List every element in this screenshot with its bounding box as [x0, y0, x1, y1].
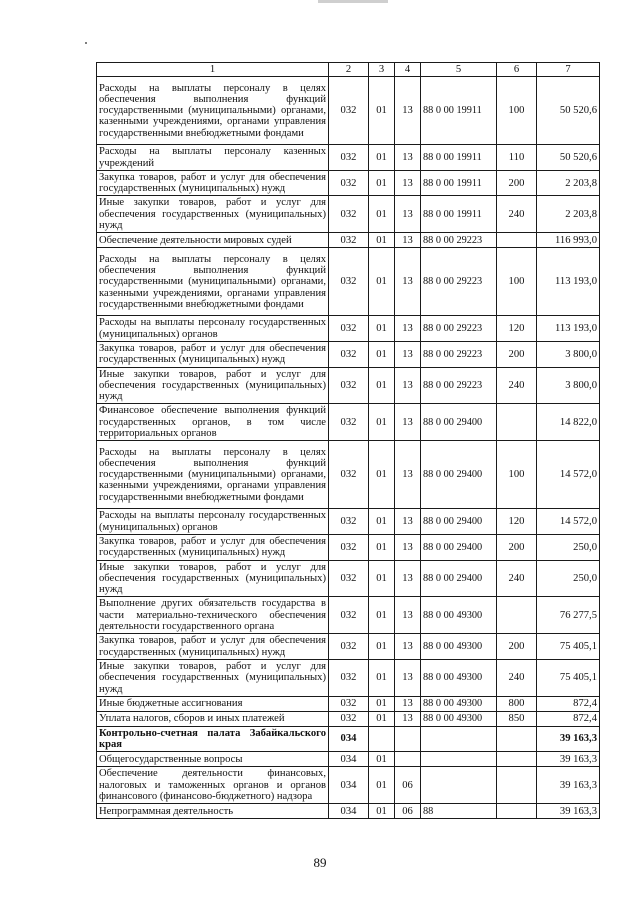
section-code: 01: [369, 804, 395, 819]
section-code: 01: [369, 696, 395, 711]
subsection-code: 13: [395, 659, 421, 696]
expense-type-code: 110: [497, 145, 537, 171]
target-article-code: 88 0 00 29223: [421, 248, 497, 316]
expense-name: Иные закупки товаров, работ и услуг для обеспечения государственных (муниципальных) нужд: [97, 560, 329, 597]
subsection-code: 13: [395, 77, 421, 145]
table-row: [97, 341, 600, 367]
section-code: 01: [369, 441, 395, 509]
amount: 14 822,0: [537, 404, 600, 441]
expense-type-code: 100: [497, 77, 537, 145]
subsection-code: 06: [395, 804, 421, 819]
header-row: [97, 63, 600, 77]
header-cell: 5: [421, 63, 497, 77]
ministry-code: 032: [329, 77, 369, 145]
expense-type-code: [497, 726, 537, 752]
header-cell: 7: [537, 63, 600, 77]
expense-name: Расходы на выплаты персоналу в целях обеспечения выполнения функций государственными (муниципальными) органами, казенными учреждениями, органами управления государственными внебюджетными фондами: [97, 77, 329, 145]
header-cell: 2: [329, 63, 369, 77]
expense-type-code: 240: [497, 560, 537, 597]
expense-type-code: 120: [497, 509, 537, 535]
subsection-code: 13: [395, 248, 421, 316]
expense-name: Закупка товаров, работ и услуг для обеспечения государственных (муниципальных) нужд: [97, 534, 329, 560]
amount: 872,4: [537, 696, 600, 711]
section-code: 01: [369, 404, 395, 441]
header-cell: 4: [395, 63, 421, 77]
ministry-code: 032: [329, 196, 369, 233]
amount: 2 203,8: [537, 170, 600, 196]
table-row: [97, 696, 600, 711]
target-article-code: 88 0 00 49300: [421, 711, 497, 726]
section-code: 01: [369, 767, 395, 804]
ministry-code: 034: [329, 767, 369, 804]
expense-type-code: 100: [497, 441, 537, 509]
table-row: [97, 248, 600, 316]
expense-name: Закупка товаров, работ и услуг для обеспечения государственных (муниципальных) нужд: [97, 170, 329, 196]
subsection-code: 13: [395, 145, 421, 171]
expense-name: Расходы на выплаты персоналу в целях обеспечения выполнения функций государственными (муниципальными) органами, казенными учреждениями, органами управления государственными внебюджетными фондами: [97, 248, 329, 316]
expense-type-code: 850: [497, 711, 537, 726]
section-code: 01: [369, 248, 395, 316]
expense-name: Общегосударственные вопросы: [97, 752, 329, 767]
subsection-code: 06: [395, 767, 421, 804]
expense-type-code: 240: [497, 659, 537, 696]
table-row: [97, 441, 600, 509]
section-code: 01: [369, 711, 395, 726]
subsection-code: 13: [395, 560, 421, 597]
expense-type-code: 200: [497, 534, 537, 560]
ministry-code: 034: [329, 726, 369, 752]
target-article-code: 88 0 00 19911: [421, 170, 497, 196]
ministry-code: 032: [329, 509, 369, 535]
subsection-code: [395, 726, 421, 752]
expense-name: Иные бюджетные ассигнования: [97, 696, 329, 711]
table-row: [97, 316, 600, 342]
ministry-code: 032: [329, 441, 369, 509]
ministry-code: 032: [329, 634, 369, 660]
ministry-code: 032: [329, 341, 369, 367]
section-code: 01: [369, 77, 395, 145]
target-article-code: 88 0 00 29400: [421, 404, 497, 441]
amount: 75 405,1: [537, 634, 600, 660]
expense-name: Расходы на выплаты персоналу казенных учреждений: [97, 145, 329, 171]
table-row: [97, 767, 600, 804]
target-article-code: 88 0 00 49300: [421, 696, 497, 711]
target-article-code: 88 0 00 29400: [421, 441, 497, 509]
expense-type-code: 120: [497, 316, 537, 342]
expense-name: Расходы на выплаты персоналу государственных (муниципальных) органов: [97, 316, 329, 342]
target-article-code: 88 0 00 29400: [421, 560, 497, 597]
expense-type-code: 800: [497, 696, 537, 711]
target-article-code: 88 0 00 19911: [421, 77, 497, 145]
amount: 50 520,6: [537, 145, 600, 171]
subsection-code: 13: [395, 634, 421, 660]
subsection-code: 13: [395, 711, 421, 726]
table-row: [97, 534, 600, 560]
target-article-code: 88 0 00 49300: [421, 634, 497, 660]
ministry-code: 032: [329, 534, 369, 560]
target-article-code: [421, 726, 497, 752]
table-row: [97, 560, 600, 597]
subsection-code: 13: [395, 367, 421, 404]
amount: 76 277,5: [537, 597, 600, 634]
table-row: [97, 509, 600, 535]
subsection-code: 13: [395, 534, 421, 560]
budget-table-container: [96, 62, 600, 819]
expense-type-code: 240: [497, 367, 537, 404]
expense-name: Иные закупки товаров, работ и услуг для обеспечения государственных (муниципальных) нужд: [97, 196, 329, 233]
amount: 2 203,8: [537, 196, 600, 233]
table-row: [97, 634, 600, 660]
table-row: [97, 726, 600, 752]
ministry-code: 032: [329, 316, 369, 342]
table-row: [97, 659, 600, 696]
expense-name: Расходы на выплаты персоналу в целях обеспечения выполнения функций государственными (муниципальными) органами, казенными учреждениями, органами управления государственными внебюджетными фондами: [97, 441, 329, 509]
header-cell: 1: [97, 63, 329, 77]
ministry-code: 032: [329, 367, 369, 404]
section-code: 01: [369, 534, 395, 560]
section-code: 01: [369, 634, 395, 660]
page-number: 89: [313, 855, 327, 870]
subsection-code: 13: [395, 441, 421, 509]
table-row: [97, 597, 600, 634]
section-code: 01: [369, 233, 395, 248]
target-article-code: 88: [421, 804, 497, 819]
expense-type-code: 100: [497, 248, 537, 316]
table-row: [97, 752, 600, 767]
section-code: [369, 726, 395, 752]
table-row: [97, 711, 600, 726]
expense-name: Контрольно-счетная палата Забайкальского края: [97, 726, 329, 752]
section-code: 01: [369, 509, 395, 535]
expense-type-code: [497, 597, 537, 634]
expense-name: Выполнение других обязательств государства в части материально-технического обеспечения деятельности государственного органа: [97, 597, 329, 634]
subsection-code: 13: [395, 316, 421, 342]
expense-name: Закупка товаров, работ и услуг для обеспечения государственных (муниципальных) нужд: [97, 634, 329, 660]
amount: 39 163,3: [537, 804, 600, 819]
amount: 116 993,0: [537, 233, 600, 248]
ministry-code: 032: [329, 696, 369, 711]
amount: 14 572,0: [537, 509, 600, 535]
section-code: 01: [369, 341, 395, 367]
amount: 250,0: [537, 534, 600, 560]
header-cell: 3: [369, 63, 395, 77]
subsection-code: 13: [395, 696, 421, 711]
subsection-code: 13: [395, 341, 421, 367]
expense-name: Обеспечение деятельности мировых судей: [97, 233, 329, 248]
subsection-code: [395, 752, 421, 767]
expense-type-code: 240: [497, 196, 537, 233]
target-article-code: 88 0 00 19911: [421, 196, 497, 233]
ministry-code: 032: [329, 404, 369, 441]
target-article-code: 88 0 00 29400: [421, 534, 497, 560]
section-code: 01: [369, 367, 395, 404]
ministry-code: 032: [329, 233, 369, 248]
subsection-code: 13: [395, 170, 421, 196]
expense-name: Расходы на выплаты персоналу государственных (муниципальных) органов: [97, 509, 329, 535]
ministry-code: 032: [329, 248, 369, 316]
ministry-code: 034: [329, 804, 369, 819]
ministry-code: 032: [329, 659, 369, 696]
expense-type-code: 200: [497, 634, 537, 660]
target-article-code: 88 0 00 49300: [421, 597, 497, 634]
table-row: [97, 77, 600, 145]
amount: 872,4: [537, 711, 600, 726]
target-article-code: [421, 767, 497, 804]
table-row: [97, 170, 600, 196]
table-row: [97, 804, 600, 819]
ministry-code: 032: [329, 560, 369, 597]
expense-name: Иные закупки товаров, работ и услуг для обеспечения государственных (муниципальных) нужд: [97, 659, 329, 696]
amount: 39 163,3: [537, 767, 600, 804]
ministry-code: 032: [329, 170, 369, 196]
expense-name: Закупка товаров, работ и услуг для обеспечения государственных (муниципальных) нужд: [97, 341, 329, 367]
section-code: 01: [369, 316, 395, 342]
section-code: 01: [369, 560, 395, 597]
scan-dot: [85, 42, 87, 44]
amount: 3 800,0: [537, 341, 600, 367]
amount: 113 193,0: [537, 248, 600, 316]
section-code: 01: [369, 196, 395, 233]
ministry-code: 032: [329, 711, 369, 726]
amount: 75 405,1: [537, 659, 600, 696]
expense-name: Финансовое обеспечение выполнения функций государственных органов, в том числе территориальных органов: [97, 404, 329, 441]
header-cell: 6: [497, 63, 537, 77]
expense-type-code: [497, 804, 537, 819]
expense-type-code: 200: [497, 170, 537, 196]
expense-type-code: [497, 767, 537, 804]
budget-table: [96, 62, 600, 819]
ministry-code: 034: [329, 752, 369, 767]
amount: 14 572,0: [537, 441, 600, 509]
target-article-code: 88 0 00 29223: [421, 233, 497, 248]
table-row: [97, 367, 600, 404]
section-code: 01: [369, 659, 395, 696]
expense-type-code: 200: [497, 341, 537, 367]
table-row: [97, 196, 600, 233]
amount: 50 520,6: [537, 77, 600, 145]
amount: 113 193,0: [537, 316, 600, 342]
section-code: 01: [369, 170, 395, 196]
ministry-code: 032: [329, 145, 369, 171]
subsection-code: 13: [395, 196, 421, 233]
ministry-code: 032: [329, 597, 369, 634]
expense-name: Уплата налогов, сборов и иных платежей: [97, 711, 329, 726]
section-code: 01: [369, 752, 395, 767]
table-row: [97, 404, 600, 441]
subsection-code: 13: [395, 404, 421, 441]
amount: 39 163,3: [537, 752, 600, 767]
section-code: 01: [369, 597, 395, 634]
expense-name: Непрограммная деятельность: [97, 804, 329, 819]
amount: 250,0: [537, 560, 600, 597]
subsection-code: 13: [395, 233, 421, 248]
subsection-code: 13: [395, 597, 421, 634]
subsection-code: 13: [395, 509, 421, 535]
expense-name: Обеспечение деятельности финансовых, налоговых и таможенных органов и органов финансового (финансово-бюджетного) надзора: [97, 767, 329, 804]
expense-name: Иные закупки товаров, работ и услуг для обеспечения государственных (муниципальных) нужд: [97, 367, 329, 404]
amount: 39 163,3: [537, 726, 600, 752]
expense-type-code: [497, 752, 537, 767]
target-article-code: 88 0 00 29223: [421, 367, 497, 404]
scan-artifact: [318, 0, 388, 3]
target-article-code: [421, 752, 497, 767]
target-article-code: 88 0 00 29400: [421, 509, 497, 535]
table-row: [97, 233, 600, 248]
amount: 3 800,0: [537, 367, 600, 404]
target-article-code: 88 0 00 19911: [421, 145, 497, 171]
target-article-code: 88 0 00 49300: [421, 659, 497, 696]
expense-type-code: [497, 404, 537, 441]
target-article-code: 88 0 00 29223: [421, 316, 497, 342]
table-row: [97, 145, 600, 171]
target-article-code: 88 0 00 29223: [421, 341, 497, 367]
section-code: 01: [369, 145, 395, 171]
expense-type-code: [497, 233, 537, 248]
